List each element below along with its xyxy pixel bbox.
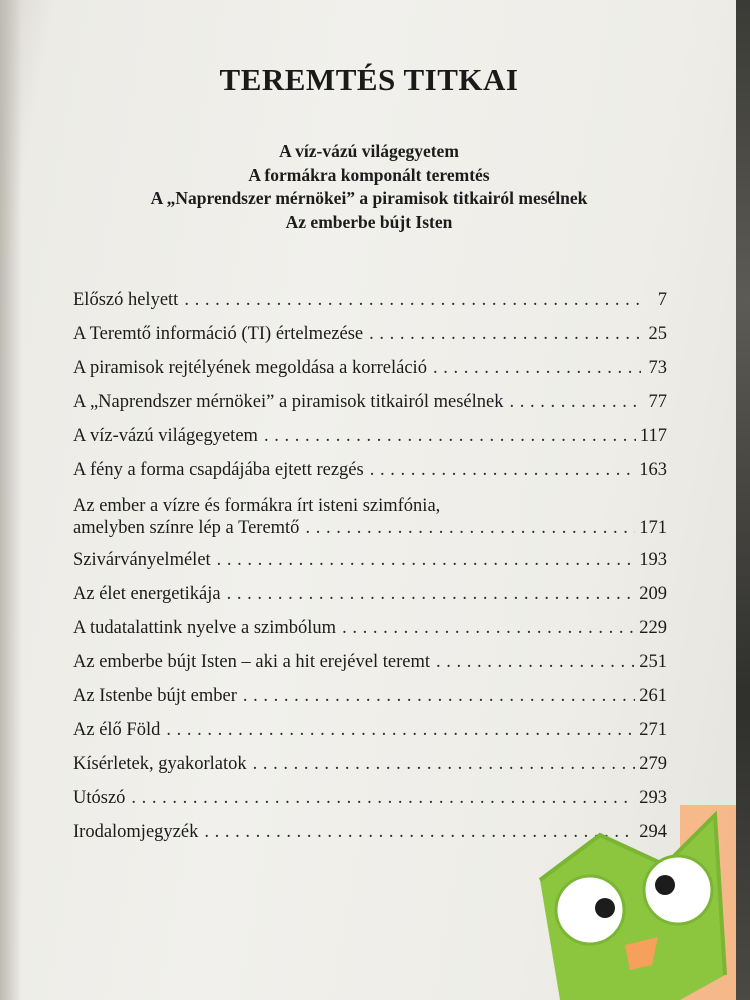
toc-entry: [73, 618, 667, 652]
background-edge: [736, 0, 750, 1000]
toc-entry-title: Szivárványelmélet: [73, 550, 211, 570]
dot-leader: [433, 358, 641, 379]
toc-entry-title: Irodalomjegyzék: [73, 822, 199, 842]
toc-entry-page: 294: [639, 822, 667, 842]
toc-entry: [73, 426, 667, 460]
toc-entry: [73, 290, 667, 324]
dot-leader: [184, 290, 641, 311]
toc-entry-page: 229: [639, 618, 667, 638]
toc-entry: [73, 358, 667, 392]
toc-entry: [73, 720, 667, 754]
toc-entry: [73, 686, 667, 720]
toc-entry-page: 25: [648, 324, 667, 344]
dot-leader: [243, 686, 635, 707]
dot-leader: [305, 518, 635, 539]
toc-entry-page: 251: [639, 652, 667, 672]
toc-entry-page: 73: [648, 358, 667, 378]
toc-entry-title: Az élő Föld: [73, 720, 161, 740]
page-title: TEREMTÉS TITKAI: [219, 62, 519, 97]
toc-entry: [73, 324, 667, 358]
dot-leader: [436, 652, 635, 673]
dot-leader: [369, 324, 641, 345]
toc-entry-title: Az emberbe bújt Isten – aki a hit erejével teremt: [73, 652, 431, 672]
toc-entry-title: A Teremtő információ (TI) értelmezése: [73, 324, 364, 344]
toc-entry: [73, 652, 667, 686]
subtitle-line: A víz-vázú világegyetem: [279, 141, 459, 161]
dot-leader: [166, 720, 635, 741]
toc-entry-title-first-line: Az ember a vízre és formákra írt isteni szimfónia,: [73, 496, 441, 516]
toc-entry-title: amelyben színre lép a Teremtő: [73, 518, 300, 538]
toc-entry-page: 261: [639, 686, 667, 706]
dot-leader: [227, 584, 636, 605]
toc-entry-title: A tudatalattink nyelve a szimbólum: [73, 618, 337, 638]
subtitle-line: A formákra komponált teremtés: [248, 164, 490, 185]
dot-leader: [253, 754, 636, 775]
toc-entry-title: Utószó: [73, 788, 126, 808]
toc-entry: [73, 392, 667, 426]
subtitle-line: A „Naprendszer mérnökei” a piramisok titkairól mesélnek: [150, 188, 588, 208]
toc-entry-title: Kísérletek, gyakorlatok: [73, 754, 247, 774]
dot-leader: [342, 618, 635, 639]
toc-entry-page: 293: [639, 788, 667, 808]
toc-entry: [73, 754, 667, 788]
toc-entry-page: 77: [648, 392, 667, 412]
toc-entry-title: Az Istenbe bújt ember: [73, 686, 237, 706]
toc-entry-title: A „Naprendszer mérnökei” a piramisok titkairól mesélnek: [73, 392, 504, 412]
subtitle-block: [0, 140, 738, 234]
toc-entry-title: A fény a forma csapdájába ejtett rezgés: [73, 460, 364, 480]
toc-entry-page: 7: [657, 290, 667, 310]
dot-leader: [370, 460, 636, 481]
table-of-contents: [73, 290, 667, 856]
dot-leader: [217, 550, 636, 571]
toc-entry: [73, 460, 667, 494]
toc-entry-page: 193: [639, 550, 667, 570]
subtitle-line: Az emberbe bújt Isten: [285, 211, 453, 232]
toc-entry-title: Az élet energetikája: [73, 584, 221, 604]
dot-leader: [264, 426, 636, 447]
toc-entry-page: 117: [639, 426, 667, 446]
toc-entry-page: 209: [639, 584, 667, 604]
owl-mascot-icon: [530, 805, 738, 1000]
toc-entry: [73, 550, 667, 584]
toc-entry-title: A piramisok rejtélyének megoldása a korreláció: [73, 358, 427, 378]
toc-entry-page: 171: [639, 518, 667, 538]
toc-entry-title: A víz-vázú világegyetem: [73, 426, 258, 446]
toc-entry-page: 279: [639, 754, 667, 774]
toc-entry-page: 163: [639, 460, 667, 480]
dot-leader: [510, 392, 642, 413]
toc-entry-title: Előszó helyett: [73, 290, 179, 310]
toc-entry-page: 271: [639, 720, 667, 740]
toc-entry: [73, 584, 667, 618]
toc-entry: [73, 494, 667, 550]
